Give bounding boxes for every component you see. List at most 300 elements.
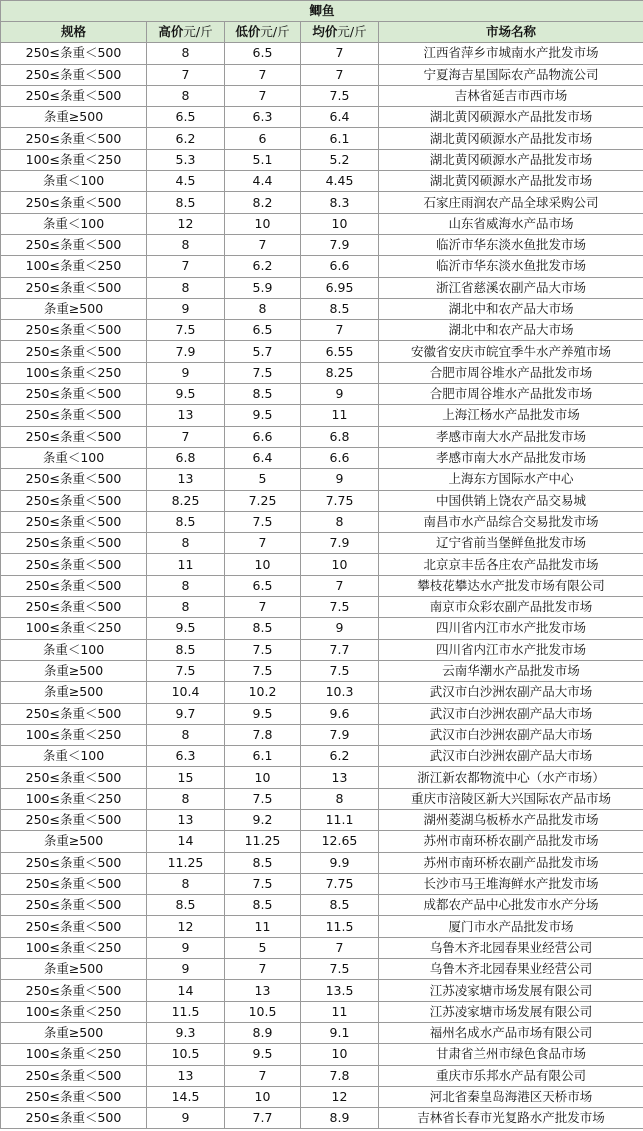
cell-avg: 7.5 [301,85,379,106]
cell-market: 武汉市白沙洲农副产品大市场 [379,703,643,724]
cell-market: 河北省秦皇岛海港区天桥市场 [379,1086,643,1107]
cell-spec: 250≤条重＜500 [1,384,147,405]
cell-high: 13 [147,1065,225,1086]
cell-low: 7 [225,1065,301,1086]
cell-spec: 250≤条重＜500 [1,320,147,341]
cell-avg: 8.5 [301,298,379,319]
cell-spec: 250≤条重＜500 [1,405,147,426]
cell-high: 6.3 [147,746,225,767]
cell-avg: 6.55 [301,341,379,362]
cell-low: 7 [225,533,301,554]
cell-high: 9 [147,1108,225,1129]
cell-avg: 7.8 [301,1065,379,1086]
cell-avg: 9.9 [301,852,379,873]
table-row [1,895,643,916]
table-row [1,618,643,639]
cell-high: 9 [147,298,225,319]
cell-market: 浙江新农都物流中心（水产市场） [379,767,643,788]
cell-market: 孝感市南大水产品批发市场 [379,426,643,447]
table-row [1,85,643,106]
table-row [1,128,643,149]
table-row [1,660,643,681]
cell-high: 6.8 [147,447,225,468]
cell-high: 9 [147,937,225,958]
cell-spec: 250≤条重＜500 [1,64,147,85]
cell-high: 13 [147,405,225,426]
cell-avg: 8 [301,511,379,532]
cell-market: 合肥市周谷堆水产品批发市场 [379,384,643,405]
cell-low: 7 [225,64,301,85]
cell-spec: 250≤条重＜500 [1,980,147,1001]
cell-market: 山东省威海水产品市场 [379,213,643,234]
cell-low: 7 [225,85,301,106]
cell-spec: 250≤条重＜500 [1,277,147,298]
cell-avg: 10 [301,1044,379,1065]
table-row [1,682,643,703]
cell-spec: 250≤条重＜500 [1,597,147,618]
cell-avg: 12 [301,1086,379,1107]
cell-avg: 7 [301,43,379,64]
table-row [1,447,643,468]
table-row [1,277,643,298]
cell-spec: 100≤条重＜250 [1,937,147,958]
cell-spec: 250≤条重＜500 [1,1065,147,1086]
cell-low: 5.1 [225,149,301,170]
table-row [1,490,643,511]
cell-avg: 8 [301,788,379,809]
cell-high: 9 [147,362,225,383]
cell-low: 7.5 [225,639,301,660]
cell-low: 4.4 [225,171,301,192]
cell-low: 9.5 [225,1044,301,1065]
cell-low: 9.5 [225,703,301,724]
cell-low: 5.9 [225,277,301,298]
cell-avg: 6.1 [301,128,379,149]
cell-spec: 250≤条重＜500 [1,873,147,894]
table-row [1,852,643,873]
cell-market: 成都农产品中心批发市水产分场 [379,895,643,916]
table-row [1,746,643,767]
table-row [1,1022,643,1043]
cell-market: 攀枝花攀达水产批发市场有限公司 [379,575,643,596]
cell-market: 湖北黄冈硕源水产品批发市场 [379,171,643,192]
cell-market: 南京市众彩农副产品批发市场 [379,597,643,618]
cell-low: 8.5 [225,852,301,873]
cell-high: 11.25 [147,852,225,873]
cell-spec: 条重≥500 [1,959,147,980]
cell-spec: 条重＜100 [1,447,147,468]
cell-market: 安徽省安庆市皖宜季牛水产养殖市场 [379,341,643,362]
table-row [1,1108,643,1129]
cell-avg: 7.9 [301,234,379,255]
cell-high: 13 [147,469,225,490]
cell-high: 9.5 [147,618,225,639]
cell-spec: 250≤条重＜500 [1,575,147,596]
table-row [1,64,643,85]
cell-high: 8 [147,533,225,554]
cell-high: 11 [147,554,225,575]
table-row [1,1065,643,1086]
cell-high: 8 [147,43,225,64]
table-row [1,1086,643,1107]
cell-market: 四川省内江市水产批发市场 [379,618,643,639]
cell-market: 湖北中和农产品大市场 [379,320,643,341]
cell-low: 6.5 [225,43,301,64]
cell-spec: 100≤条重＜250 [1,788,147,809]
table-row [1,959,643,980]
cell-avg: 7.9 [301,724,379,745]
table-row [1,703,643,724]
cell-low: 7.5 [225,362,301,383]
cell-spec: 100≤条重＜250 [1,149,147,170]
cell-low: 7.5 [225,660,301,681]
cell-low: 8.5 [225,384,301,405]
cell-market: 乌鲁木齐北园春果业经营公司 [379,937,643,958]
header-high [147,22,225,43]
cell-avg: 6.4 [301,107,379,128]
cell-avg: 12.65 [301,831,379,852]
cell-spec: 250≤条重＜500 [1,426,147,447]
cell-avg: 8.3 [301,192,379,213]
cell-high: 14 [147,831,225,852]
cell-market: 乌鲁木齐北园春果业经营公司 [379,959,643,980]
cell-low: 10.5 [225,1001,301,1022]
cell-low: 9.2 [225,809,301,830]
cell-avg: 9.6 [301,703,379,724]
cell-spec: 条重≥500 [1,298,147,319]
cell-avg: 7 [301,64,379,85]
cell-avg: 4.45 [301,171,379,192]
table-row [1,724,643,745]
cell-market: 武汉市白沙洲农副产品大市场 [379,724,643,745]
header-low-unit: 元/斤 [260,24,290,40]
cell-spec: 250≤条重＜500 [1,703,147,724]
cell-market: 合肥市周谷堆水产品批发市场 [379,362,643,383]
table-row [1,405,643,426]
cell-spec: 100≤条重＜250 [1,724,147,745]
cell-market: 宁夏海吉星国际农产品物流公司 [379,64,643,85]
table-row [1,788,643,809]
cell-avg: 7 [301,575,379,596]
cell-high: 8 [147,724,225,745]
cell-low: 7 [225,959,301,980]
cell-low: 5 [225,469,301,490]
cell-avg: 6.2 [301,746,379,767]
header-high-unit: 元/斤 [183,24,213,40]
cell-high: 5.3 [147,149,225,170]
cell-spec: 250≤条重＜500 [1,511,147,532]
cell-spec: 250≤条重＜500 [1,128,147,149]
cell-low: 13 [225,980,301,1001]
cell-high: 14.5 [147,1086,225,1107]
cell-market: 福州名成水产品市场有限公司 [379,1022,643,1043]
cell-market: 湖州菱湖乌板桥水产品批发市场 [379,809,643,830]
cell-low: 7.5 [225,511,301,532]
cell-avg: 9 [301,384,379,405]
cell-high: 11.5 [147,1001,225,1022]
cell-market: 江苏凌家塘市场发展有限公司 [379,1001,643,1022]
cell-avg: 10.3 [301,682,379,703]
cell-low: 8.9 [225,1022,301,1043]
cell-avg: 6.95 [301,277,379,298]
cell-spec: 条重＜100 [1,746,147,767]
cell-market: 临沂市华东淡水鱼批发市场 [379,256,643,277]
table-row [1,213,643,234]
cell-high: 9 [147,959,225,980]
table-row [1,341,643,362]
cell-spec: 250≤条重＜500 [1,1086,147,1107]
cell-high: 9.5 [147,384,225,405]
cell-low: 9.5 [225,405,301,426]
cell-spec: 250≤条重＜500 [1,490,147,511]
cell-low: 7.5 [225,788,301,809]
table-row [1,43,643,64]
cell-low: 5 [225,937,301,958]
cell-market: 湖北黄冈硕源水产品批发市场 [379,107,643,128]
cell-avg: 8.25 [301,362,379,383]
table-row [1,597,643,618]
cell-high: 7 [147,64,225,85]
cell-spec: 250≤条重＜500 [1,1108,147,1129]
cell-market: 甘肃省兰州市绿色食品市场 [379,1044,643,1065]
cell-market: 湖北黄冈硕源水产品批发市场 [379,128,643,149]
cell-market: 云南华潮水产品批发市场 [379,660,643,681]
cell-spec: 250≤条重＜500 [1,767,147,788]
cell-market: 厦门市水产品批发市场 [379,916,643,937]
cell-market: 苏州市南环桥农副产品批发市场 [379,831,643,852]
cell-spec: 250≤条重＜500 [1,554,147,575]
cell-low: 7 [225,597,301,618]
header-low [225,22,301,43]
table-row [1,916,643,937]
cell-avg: 8.5 [301,895,379,916]
table-row [1,469,643,490]
cell-spec: 100≤条重＜250 [1,1044,147,1065]
cell-high: 4.5 [147,171,225,192]
cell-high: 7.5 [147,320,225,341]
cell-avg: 7.75 [301,490,379,511]
cell-high: 10.4 [147,682,225,703]
header-low-label: 低价 [235,24,261,40]
table-row [1,767,643,788]
cell-avg: 7.75 [301,873,379,894]
cell-market: 重庆市乐邦水产品有限公司 [379,1065,643,1086]
cell-high: 14 [147,980,225,1001]
cell-spec: 250≤条重＜500 [1,852,147,873]
cell-market: 四川省内江市水产批发市场 [379,639,643,660]
cell-low: 8.5 [225,895,301,916]
table-row [1,171,643,192]
cell-low: 10.2 [225,682,301,703]
cell-spec: 250≤条重＜500 [1,469,147,490]
cell-spec: 250≤条重＜500 [1,85,147,106]
cell-market: 上海东方国际水产中心 [379,469,643,490]
cell-low: 6.3 [225,107,301,128]
cell-high: 8 [147,788,225,809]
cell-market: 上海江杨水产品批发市场 [379,405,643,426]
cell-spec: 250≤条重＜500 [1,895,147,916]
cell-high: 10.5 [147,1044,225,1065]
cell-market: 苏州市南环桥农副产品批发市场 [379,852,643,873]
table-row [1,426,643,447]
table-row [1,362,643,383]
cell-avg: 13 [301,767,379,788]
cell-market: 武汉市白沙洲农副产品大市场 [379,746,643,767]
cell-market: 孝感市南大水产品批发市场 [379,447,643,468]
cell-spec: 条重≥500 [1,107,147,128]
cell-market: 江苏凌家塘市场发展有限公司 [379,980,643,1001]
cell-avg: 6.8 [301,426,379,447]
table-row [1,234,643,255]
cell-high: 8 [147,234,225,255]
cell-avg: 10 [301,554,379,575]
cell-market: 南昌市水产品综合交易批发市场 [379,511,643,532]
cell-avg: 11 [301,1001,379,1022]
table-row [1,980,643,1001]
cell-low: 6.5 [225,575,301,596]
cell-avg: 9 [301,618,379,639]
cell-high: 12 [147,213,225,234]
cell-avg: 7.5 [301,597,379,618]
cell-high: 15 [147,767,225,788]
table-row [1,298,643,319]
table-row [1,1001,643,1022]
cell-avg: 7 [301,320,379,341]
cell-spec: 100≤条重＜250 [1,256,147,277]
cell-spec: 250≤条重＜500 [1,192,147,213]
cell-low: 6 [225,128,301,149]
cell-low: 11 [225,916,301,937]
cell-low: 6.1 [225,746,301,767]
cell-avg: 6.6 [301,256,379,277]
cell-high: 6.2 [147,128,225,149]
cell-low: 7.5 [225,873,301,894]
cell-market: 吉林省延吉市西市场 [379,85,643,106]
cell-market: 石家庄雨润农产品全球采购公司 [379,192,643,213]
table-row [1,1044,643,1065]
cell-high: 9.7 [147,703,225,724]
cell-spec: 250≤条重＜500 [1,533,147,554]
cell-high: 7 [147,426,225,447]
cell-spec: 100≤条重＜250 [1,1001,147,1022]
cell-high: 8 [147,277,225,298]
cell-avg: 11.1 [301,809,379,830]
cell-low: 6.2 [225,256,301,277]
table-row [1,873,643,894]
cell-market: 湖北黄冈硕源水产品批发市场 [379,149,643,170]
table-row [1,192,643,213]
cell-low: 8.5 [225,618,301,639]
cell-high: 8 [147,575,225,596]
cell-low: 10 [225,213,301,234]
cell-high: 13 [147,809,225,830]
table-row [1,809,643,830]
cell-low: 6.4 [225,447,301,468]
cell-low: 11.25 [225,831,301,852]
header-avg [301,22,379,43]
title-row [1,1,643,22]
table-row [1,511,643,532]
cell-high: 8 [147,85,225,106]
cell-low: 6.5 [225,320,301,341]
cell-market: 重庆市涪陵区新大兴国际农产品市场 [379,788,643,809]
cell-avg: 11 [301,405,379,426]
cell-spec: 250≤条重＜500 [1,43,147,64]
cell-low: 8 [225,298,301,319]
cell-high: 12 [147,916,225,937]
cell-spec: 250≤条重＜500 [1,809,147,830]
table-row [1,554,643,575]
cell-low: 7.25 [225,490,301,511]
cell-low: 6.6 [225,426,301,447]
cell-avg: 8.9 [301,1108,379,1129]
cell-high: 7 [147,256,225,277]
table-row [1,149,643,170]
cell-avg: 9 [301,469,379,490]
cell-market: 武汉市白沙洲农副产品大市场 [379,682,643,703]
cell-avg: 11.5 [301,916,379,937]
cell-spec: 250≤条重＜500 [1,341,147,362]
cell-spec: 250≤条重＜500 [1,916,147,937]
cell-high: 8.5 [147,511,225,532]
cell-market: 临沂市华东淡水鱼批发市场 [379,234,643,255]
cell-avg: 7.5 [301,660,379,681]
cell-spec: 条重＜100 [1,171,147,192]
cell-spec: 条重≥500 [1,831,147,852]
cell-market: 江西省萍乡市城南水产批发市场 [379,43,643,64]
table-row [1,384,643,405]
table-row [1,575,643,596]
cell-avg: 5.2 [301,149,379,170]
header-high-label: 高价 [158,24,184,40]
cell-avg: 7.5 [301,959,379,980]
table-row [1,937,643,958]
cell-market: 吉林省长春市光复路水产批发市场 [379,1108,643,1129]
cell-low: 5.7 [225,341,301,362]
header-row [1,22,643,43]
cell-high: 7.5 [147,660,225,681]
header-market: 市场名称 [379,22,643,43]
cell-avg: 13.5 [301,980,379,1001]
table-body [1,43,643,1129]
cell-high: 8 [147,873,225,894]
cell-high: 8.5 [147,639,225,660]
header-avg-unit: 元/斤 [337,24,367,40]
cell-high: 8.5 [147,895,225,916]
cell-low: 10 [225,554,301,575]
header-avg-label: 均价 [312,24,338,40]
table-row [1,256,643,277]
cell-market: 湖北中和农产品大市场 [379,298,643,319]
cell-market: 长沙市马王堆海鲜水产批发市场 [379,873,643,894]
cell-avg: 10 [301,213,379,234]
cell-high: 8.5 [147,192,225,213]
cell-market: 浙江省慈溪农副产品大市场 [379,277,643,298]
cell-market: 北京京丰岳各庄农产品批发市场 [379,554,643,575]
cell-avg: 7.7 [301,639,379,660]
cell-high: 6.5 [147,107,225,128]
cell-avg: 6.6 [301,447,379,468]
cell-high: 8.25 [147,490,225,511]
cell-low: 10 [225,767,301,788]
header-spec: 规格 [1,22,147,43]
cell-spec: 条重≥500 [1,682,147,703]
table-row [1,831,643,852]
cell-spec: 250≤条重＜500 [1,234,147,255]
cell-low: 10 [225,1086,301,1107]
cell-high: 8 [147,597,225,618]
cell-low: 7.7 [225,1108,301,1129]
